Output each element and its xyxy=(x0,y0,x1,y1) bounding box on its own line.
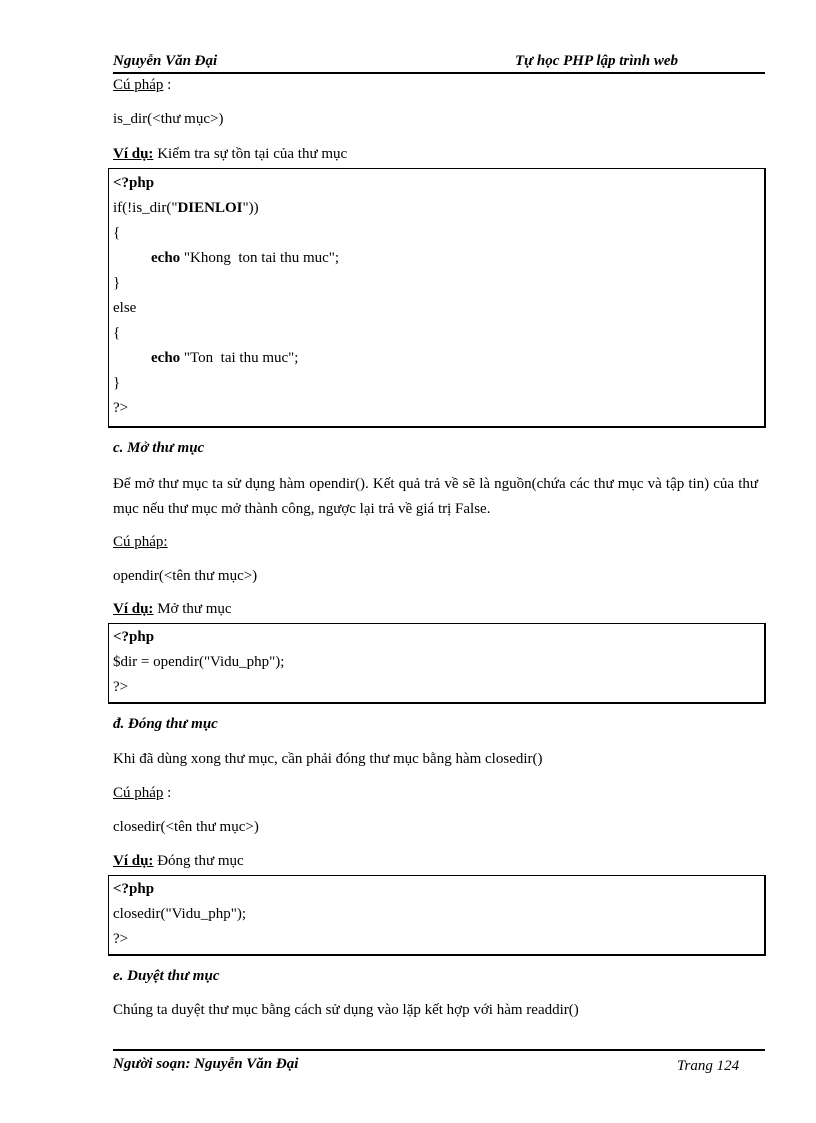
para-open-dir: Để mở thư mục ta sử dụng hàm opendir(). Kết quả trả về sẽ là nguồn(chứa các thư mục và tập tin) của thư mục nếu thư mục mở thành công, ngược lại trả về giá trị False. xyxy=(113,476,758,517)
example-closedir: Ví dụ: Đóng thư mục xyxy=(113,853,244,869)
header-title: Tự học PHP lập trình web xyxy=(515,53,679,69)
code-echo: echo "Ton tai thu muc"; xyxy=(151,350,299,366)
code-line: $dir = opendir("Vidu_php"); xyxy=(113,654,285,670)
header-rule xyxy=(113,72,765,74)
syntax-closedir: closedir(<tên thư mục>) xyxy=(113,819,259,835)
code-open: <?php xyxy=(113,629,155,645)
syntax-label-isdir: Cú pháp : xyxy=(113,77,172,93)
code-brace: } xyxy=(113,275,121,291)
footer-composer: Người soạn: Nguyễn Văn Đại xyxy=(113,1056,299,1072)
header-author: Nguyễn Văn Đại xyxy=(113,53,218,69)
code-close: ?> xyxy=(113,931,129,947)
example-opendir: Ví dụ: Mở thư mục xyxy=(113,601,232,617)
heading-open-dir: c. Mở thư mục xyxy=(113,440,205,456)
syntax-opendir: opendir(<tên thư mục>) xyxy=(113,568,258,584)
example-isdir: Ví dụ: Kiểm tra sự tồn tại của thư mục xyxy=(113,146,348,162)
code-close: ?> xyxy=(113,679,129,695)
code-brace: } xyxy=(113,375,121,391)
heading-browse-dir: e. Duyệt thư mục xyxy=(113,968,220,984)
para-close-dir: Khi đã dùng xong thư mục, cần phải đóng thư mục bằng hàm closedir() xyxy=(113,751,543,767)
code-if: if(!is_dir("DIENLOI")) xyxy=(113,200,259,216)
code-brace: { xyxy=(113,325,121,341)
code-open: <?php xyxy=(113,175,155,191)
code-line: closedir("Vidu_php"); xyxy=(113,906,246,922)
syntax-label-opendir: Cú pháp: xyxy=(113,534,168,550)
code-echo: echo "Khong ton tai thu muc"; xyxy=(151,250,340,266)
syntax-label-closedir: Cú pháp : xyxy=(113,785,172,801)
code-brace: { xyxy=(113,225,121,241)
code-else: else xyxy=(113,300,137,316)
code-close: ?> xyxy=(113,400,129,416)
code-open: <?php xyxy=(113,881,155,897)
heading-close-dir: đ. Đóng thư mục xyxy=(113,716,218,732)
para-browse-dir: Chúng ta duyệt thư mục bằng cách sử dụng vào lặp kết hợp với hàm readdir() xyxy=(113,1002,579,1018)
footer-rule xyxy=(113,1049,765,1051)
syntax-isdir: is_dir(<thư mục>) xyxy=(113,111,224,127)
footer-page: Trang 124 xyxy=(677,1058,740,1074)
